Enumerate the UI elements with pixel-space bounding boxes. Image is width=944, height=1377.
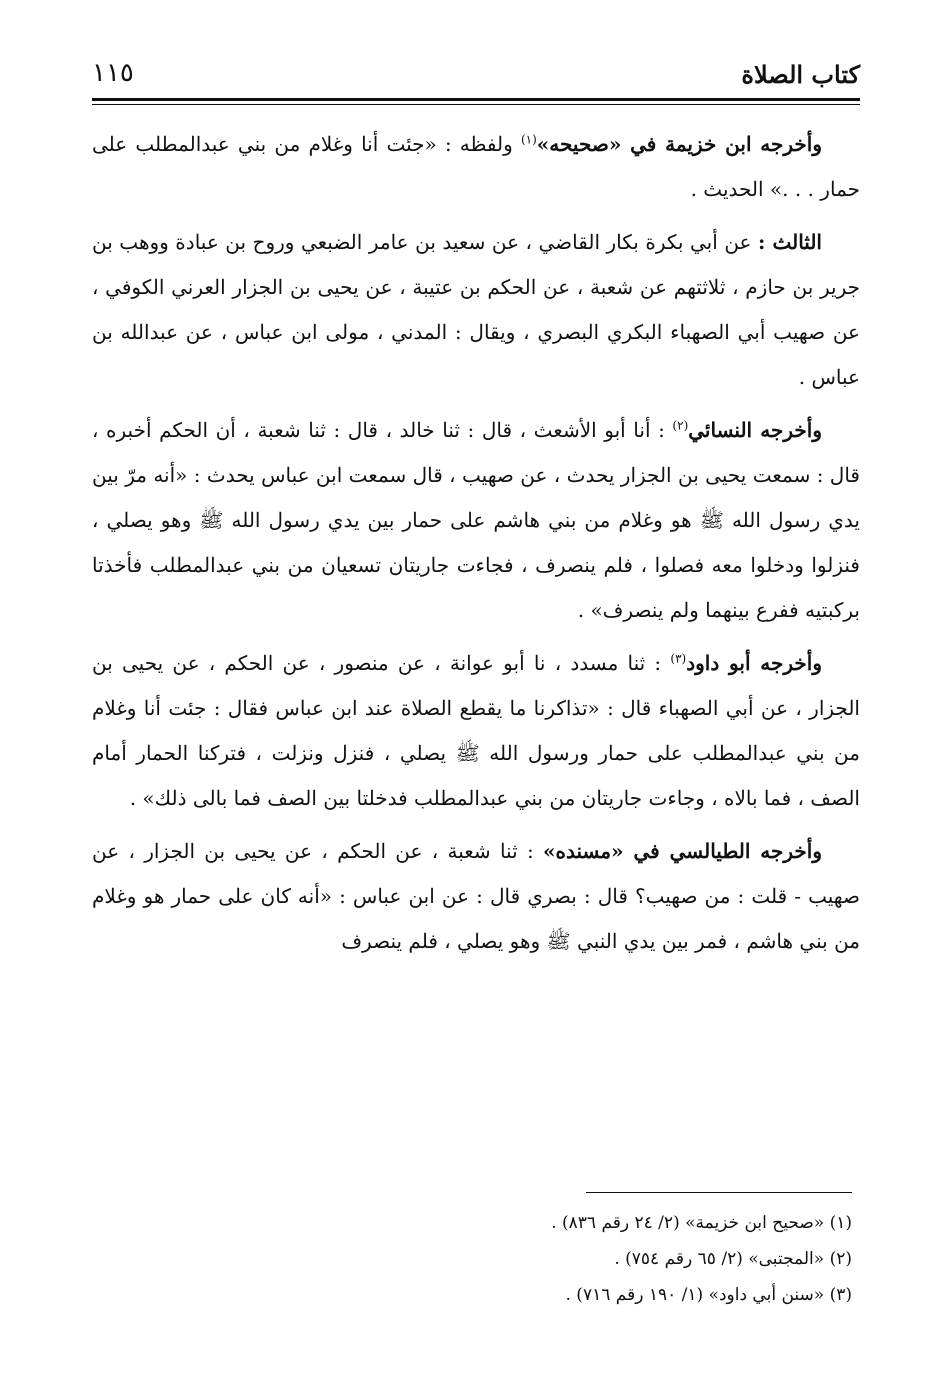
footnote-ref: (٢) <box>672 418 689 433</box>
paragraph-lead: وأخرجه النسائي <box>688 418 822 442</box>
paragraph-third-chain <box>92 220 860 400</box>
paragraph-lead: الثالث : <box>757 230 822 254</box>
footnote-separator <box>586 1192 852 1193</box>
paragraph-text: عن أبي بكرة بكار القاضي ، عن سعيد بن عامر الضبعي وروح بن عبادة ووهب بن جرير بن حازم ، ثلاثتهم عن شعبة ، عن الحكم بن عتيبة ، عن يحيى بن الجزار العرني الكوفي ، عن صهيب أبي الصهباء البكري البصري ، ويقال : المدني ، مولى ابن عباس ، عن عبدالله بن عباس . <box>92 230 860 389</box>
page-number: ١١٥ <box>92 58 134 88</box>
footnote-ref: (١) <box>520 132 537 147</box>
main-text <box>92 122 860 972</box>
paragraph-text: ولفظه : «جئت أنا وغلام من بني عبدالمطلب على حمار . . .» الحديث . <box>92 132 860 201</box>
footnote-3: (٣) «سنن أبي داود» (١/ ١٩٠ رقم ٧١٦) . <box>565 1285 852 1305</box>
paragraph-lead: وأخرجه ابن خزيمة في «صحيحه» <box>536 132 822 156</box>
paragraph-text: : أنا أبو الأشعث ، قال : ثنا خالد ، قال : ثنا شعبة ، أن الحكم أخبره ، قال : سمعت يحيى بن الجزار يحدث ، عن صهيب ، قال سمعت ابن عباس يحدث : «أنه مرّ بين يدي رسول الله ﷺ هو وغلام من بني هاشم على حمار بين يدي رسول الله ﷺ وهو يصلي ، فنزلوا ودخلوا معه فصلوا ، فلم ينصرف ، فجاءت جاريتان تسعيان من بني عبدالمطلب فأخذتا بركبتيه ففرع بينهما ولم ينصرف» . <box>92 418 860 622</box>
paragraph-lead: وأخرجه أبو داود <box>686 651 823 675</box>
paragraph-ibn-khuzaymah <box>92 122 860 212</box>
running-title: كتاب الصلاة <box>741 60 860 89</box>
paragraph-abu-dawud <box>92 641 860 821</box>
paragraph-tayalisi <box>92 829 860 964</box>
paragraph-text: : ثنا مسدد ، نا أبو عوانة ، عن منصور ، عن الحكم ، عن يحيى بن الجزار ، عن أبي الصهباء قال : «تذاكرنا ما يقطع الصلاة عند ابن عباس فقال : جئت أنا وغلام من بني عبدالمطلب على حمار ورسول الله ﷺ يصلي ، فنزل ونزلت ، فتركنا الحمار أمام الصف ، فما بالاه ، وجاءت جاريتان من بني عبدالمطلب فدخلتا بين الصف فما بالى ذلك» . <box>92 651 860 810</box>
paragraph-lead: وأخرجه الطيالسي في «مسنده» <box>542 839 822 863</box>
paragraph-nasai <box>92 408 860 633</box>
footnotes <box>84 1205 852 1313</box>
footnote-2: (٢) «المجتبى» (٢/ ٦٥ رقم ٧٥٤) . <box>614 1249 852 1269</box>
page-header <box>92 52 860 102</box>
footnote-ref: (٣) <box>670 651 687 666</box>
header-rule-thick <box>92 98 860 101</box>
paragraph-text: : ثنا شعبة ، عن الحكم ، عن يحيى بن الجزار ، عن صهيب - قلت : من صهيب؟ قال : بصري قال : عن ابن عباس : «أنه كان على حمار هو وغلام من بني هاشم ، فمر بين يدي النبي ﷺ وهو يصلي ، فلم ينصرف <box>92 839 860 953</box>
footnote-1: (١) «صحيح ابن خزيمة» (٢/ ٢٤ رقم ٨٣٦) . <box>551 1213 852 1233</box>
header-rule-thin <box>92 104 860 105</box>
